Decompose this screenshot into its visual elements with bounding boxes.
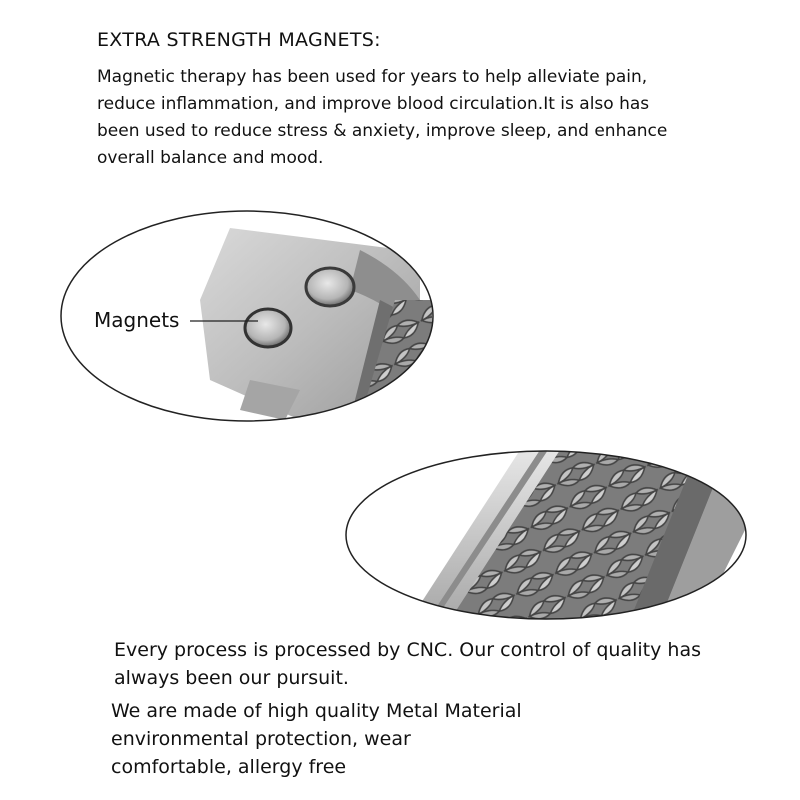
intro-line: been used to reduce stress & anxiety, improve sleep, and enhance [97, 121, 668, 141]
material-caption-line: environmental protection, wear [111, 728, 411, 750]
material-caption-line: We are made of high quality Metal Material [111, 700, 522, 722]
braid-closeup [340, 445, 760, 625]
process-caption-line: Every process is processed by CNC. Our control of quality has [114, 639, 701, 661]
magnets-callout-label: Magnets [94, 308, 180, 332]
material-caption-line: comfortable, allergy free [111, 756, 347, 778]
magnet-disc [245, 309, 291, 347]
magnet-disc [306, 268, 354, 306]
intro-line: overall balance and mood. [97, 148, 324, 168]
process-caption [114, 636, 784, 692]
intro-line: Magnetic therapy has been used for years to help alleviate pain, [97, 67, 648, 87]
intro-line: reduce inflammation, and improve blood circulation.It is also has [97, 94, 650, 114]
material-caption [111, 697, 611, 781]
process-caption-line: always been our pursuit. [114, 667, 349, 689]
page-title: EXTRA STRENGTH MAGNETS: [97, 29, 381, 51]
